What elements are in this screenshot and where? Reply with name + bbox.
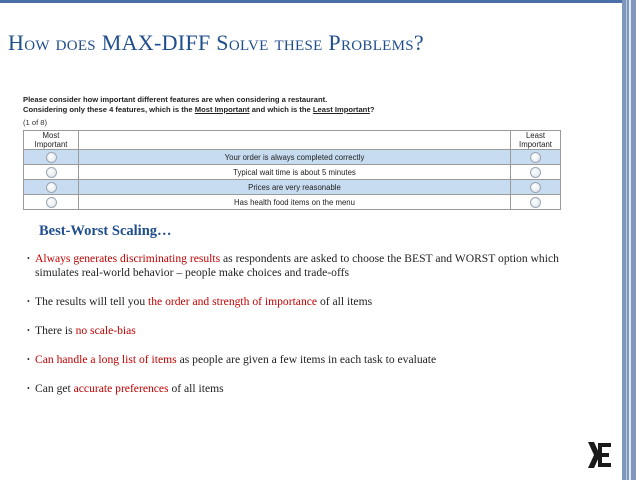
table-row: [24, 195, 561, 210]
ke-logo-icon: [588, 442, 612, 468]
most-important-text: Most Important: [194, 105, 250, 114]
table-header-row: [24, 131, 561, 150]
item-label: Your order is always completed correctly: [79, 150, 511, 165]
question-counter: (1 of 8): [23, 118, 48, 127]
most-important-radio[interactable]: [46, 167, 57, 178]
right-sidebar-stripe-thin: [626, 0, 627, 480]
maxdiff-question-table: [23, 130, 561, 210]
item-label: Prices are very reasonable: [79, 180, 511, 195]
section-subtitle: Best-Worst Scaling…: [39, 223, 172, 239]
item-header: [79, 131, 511, 150]
bullet-item: • Can handle a long list of items as people are given a few items in each task to evaluate: [27, 353, 587, 367]
most-important-radio[interactable]: [46, 152, 57, 163]
table-row: [24, 180, 561, 195]
most-important-radio[interactable]: [46, 182, 57, 193]
table-row: [24, 150, 561, 165]
bullet-item: • The results will tell you the order and strength of importance of all items: [27, 295, 587, 309]
least-important-header: Least Important: [511, 131, 561, 150]
least-important-radio[interactable]: [530, 197, 541, 208]
most-important-header: Most Important: [24, 131, 79, 150]
survey-instructions: [23, 95, 375, 115]
instruction-line-2: Considering only these 4 features, which is the Most Important and which is the Least Important?: [23, 105, 375, 114]
least-important-radio[interactable]: [530, 182, 541, 193]
table-row: [24, 165, 561, 180]
item-label: Typical wait time is about 5 minutes: [79, 165, 511, 180]
most-important-radio[interactable]: [46, 197, 57, 208]
item-label: Has health food items on the menu: [79, 195, 511, 210]
right-sidebar-stripe: [629, 0, 631, 480]
bullet-item: • Can get accurate preferences of all items: [27, 382, 587, 396]
least-important-radio[interactable]: [530, 152, 541, 163]
slide-title: How does MAX-DIFF Solve these Problems?: [8, 30, 424, 55]
least-important-radio[interactable]: [530, 167, 541, 178]
top-border: [0, 0, 622, 3]
bullet-item: • There is no scale-bias: [27, 324, 587, 338]
bullet-list: [27, 252, 587, 396]
instruction-line-1: Please consider how important different features are when considering a restaurant.: [23, 95, 328, 104]
bullet-item: • Always generates discriminating results as respondents are asked to choose the BEST and WORST option which simulates real-world behavior – people make choices and trade-offs: [27, 252, 587, 280]
least-important-text: Least Important: [312, 105, 370, 114]
